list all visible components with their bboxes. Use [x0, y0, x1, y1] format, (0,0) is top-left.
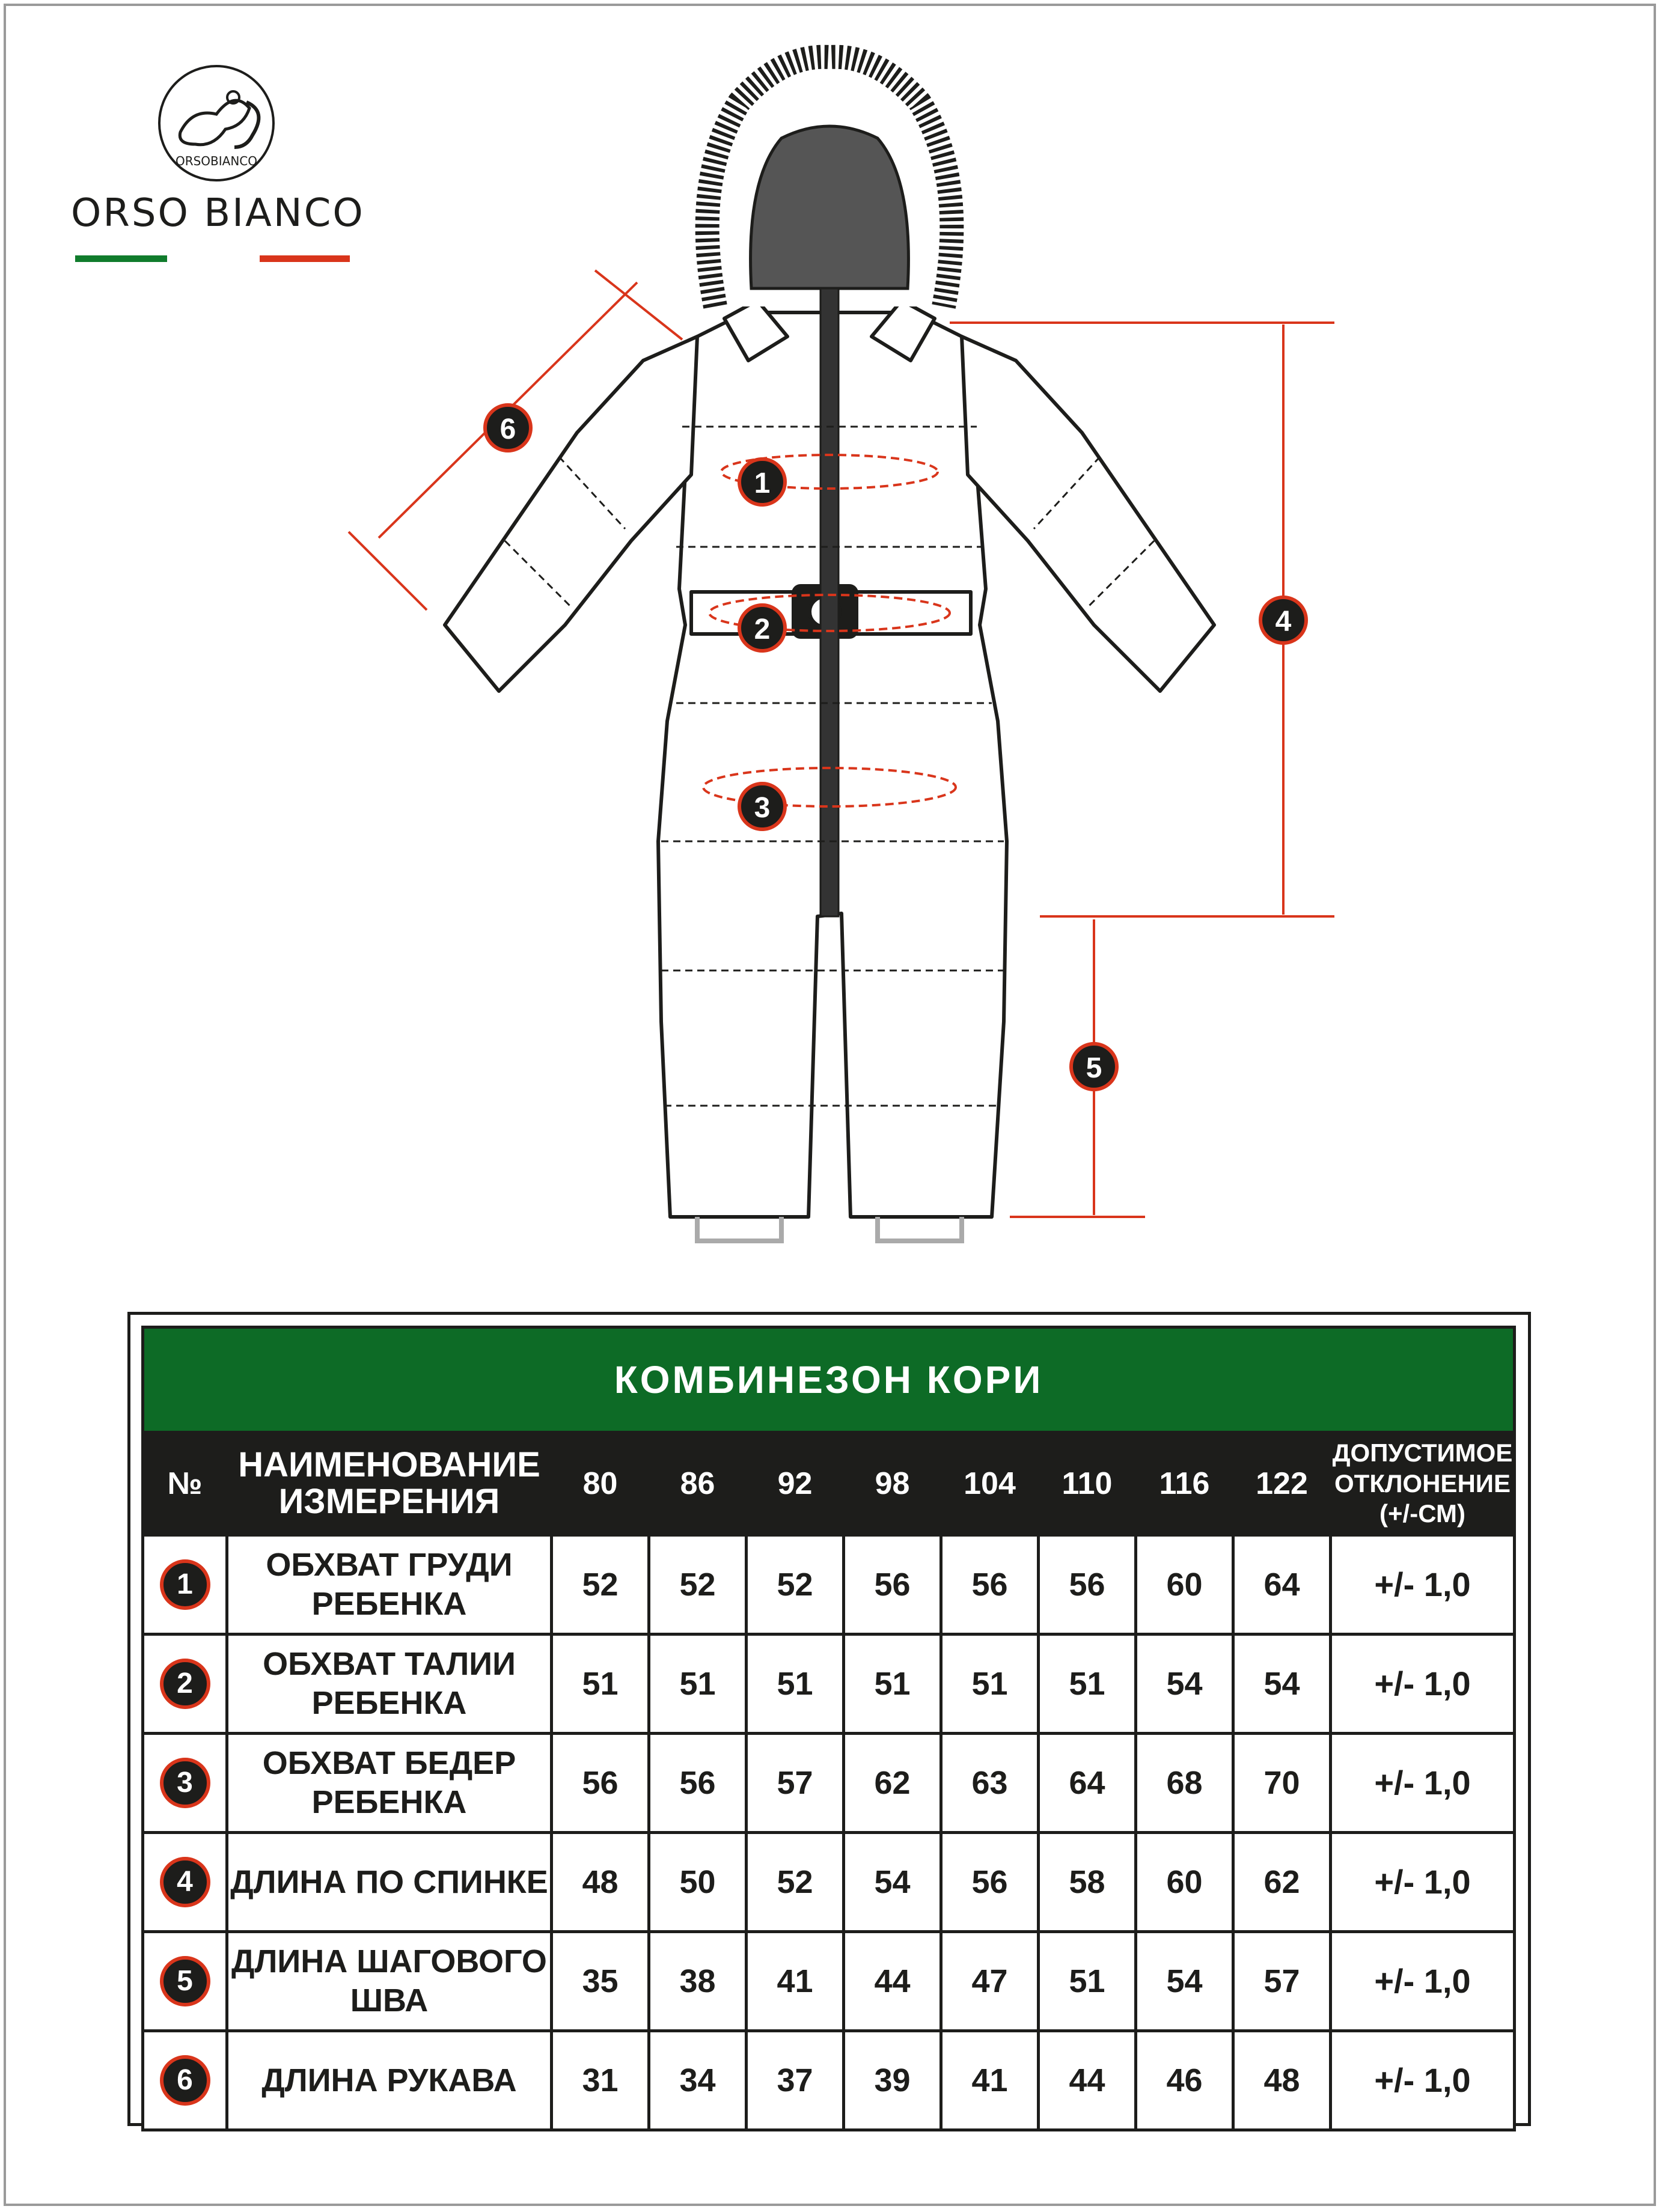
size-value: 62: [844, 1734, 941, 1833]
size-value: 38: [649, 1932, 747, 2031]
size-value: 51: [844, 1635, 941, 1734]
measurement-name: ОБХВАТ ТАЛИИ РЕБЕНКА: [227, 1635, 552, 1734]
size-value: 56: [552, 1734, 649, 1833]
header-size: 86: [649, 1433, 747, 1535]
marker-1-label: 1: [754, 468, 771, 499]
size-value: 51: [747, 1635, 844, 1734]
row-number-badge: 4: [160, 1857, 210, 1907]
tolerance-value: +/- 1,0: [1331, 1734, 1515, 1833]
size-value: 60: [1136, 1833, 1233, 1932]
size-value: 52: [552, 1535, 649, 1635]
tolerance-value: +/- 1,0: [1331, 1635, 1515, 1734]
size-value: 51: [649, 1635, 747, 1734]
size-table: [141, 1326, 1516, 2131]
header-tolerance: ДОПУСТИМОЕ ОТКЛОНЕНИЕ (+/-СМ): [1331, 1433, 1515, 1535]
size-value: 56: [844, 1535, 941, 1635]
measurement-name: ОБХВАТ ГРУДИ РЕБЕНКА: [227, 1535, 552, 1635]
tolerance-value: +/- 1,0: [1331, 2031, 1515, 2130]
header-size: 104: [941, 1433, 1039, 1535]
row-number-badge: 5: [160, 1956, 210, 2006]
tolerance-value: +/- 1,0: [1331, 1833, 1515, 1932]
size-value: 64: [1233, 1535, 1331, 1635]
size-value: 56: [1039, 1535, 1136, 1635]
marker-3: [739, 784, 785, 829]
size-value: 52: [649, 1535, 747, 1635]
size-value: 70: [1233, 1734, 1331, 1833]
row-number-badge: 2: [160, 1659, 210, 1709]
size-value: 48: [1233, 2031, 1331, 2130]
table-row: [143, 1635, 1515, 1734]
header-name: НАИМЕНОВАНИЕ ИЗМЕРЕНИЯ: [227, 1433, 552, 1535]
size-value: 51: [941, 1635, 1039, 1734]
row-number-badge: 6: [160, 2055, 210, 2106]
size-value: 35: [552, 1932, 649, 2031]
size-value: 37: [747, 2031, 844, 2130]
marker-4-label: 4: [1275, 606, 1292, 638]
right-sleeve: [962, 337, 1214, 691]
measurement-name: ОБХВАТ БЕДЕР РЕБЕНКА: [227, 1734, 552, 1833]
brand-name: ORSO BIANCO: [71, 191, 365, 236]
row-number-cell: [143, 1833, 227, 1932]
size-value: 57: [1233, 1932, 1331, 2031]
table-row: [143, 2031, 1515, 2130]
size-value: 52: [747, 1535, 844, 1635]
header-size: 122: [1233, 1433, 1331, 1535]
marker-1: [739, 459, 785, 505]
header-num: №: [143, 1433, 227, 1535]
marker-2: [739, 605, 785, 651]
size-value: 51: [552, 1635, 649, 1734]
row-number-cell: [143, 2031, 227, 2130]
measurement-name: ДЛИНА ШАГОВОГО ШВА: [227, 1932, 552, 2031]
table-row: [143, 1932, 1515, 2031]
header-size: 98: [844, 1433, 941, 1535]
header-size: 116: [1136, 1433, 1233, 1535]
size-value: 60: [1136, 1535, 1233, 1635]
row-number-cell: [143, 1734, 227, 1833]
size-value: 54: [1136, 1635, 1233, 1734]
size-value: 62: [1233, 1833, 1331, 1932]
size-value: 56: [941, 1833, 1039, 1932]
table-row: [143, 1833, 1515, 1932]
size-value: 68: [1136, 1734, 1233, 1833]
marker-2-label: 2: [754, 614, 771, 645]
header-size: 110: [1039, 1433, 1136, 1535]
size-value: 54: [844, 1833, 941, 1932]
size-value: 51: [1039, 1932, 1136, 2031]
marker-6: [485, 405, 531, 451]
table-row: [143, 1734, 1515, 1833]
size-value: 54: [1136, 1932, 1233, 2031]
size-value: 47: [941, 1932, 1039, 2031]
left-sleeve: [445, 337, 697, 691]
zipper: [820, 288, 839, 916]
size-value: 58: [1039, 1833, 1136, 1932]
header-size: 92: [747, 1433, 844, 1535]
size-value: 57: [747, 1734, 844, 1833]
tolerance-value: +/- 1,0: [1331, 1932, 1515, 2031]
marker-6-label: 6: [500, 413, 516, 445]
size-value: 56: [941, 1535, 1039, 1635]
size-value: 44: [1039, 2031, 1136, 2130]
size-value: 39: [844, 2031, 941, 2130]
marker-5-label: 5: [1086, 1052, 1102, 1084]
measurement-name: ДЛИНА РУКАВА: [227, 2031, 552, 2130]
size-value: 46: [1136, 2031, 1233, 2130]
marker-5: [1071, 1044, 1117, 1089]
size-value: 54: [1233, 1635, 1331, 1734]
size-value: 44: [844, 1932, 941, 2031]
row-number-cell: [143, 1535, 227, 1635]
header-size: 80: [552, 1433, 649, 1535]
hood-inner: [751, 126, 909, 288]
size-table-frame: [127, 1312, 1531, 2126]
size-value: 48: [552, 1833, 649, 1932]
row-number-cell: [143, 1635, 227, 1734]
size-value: 52: [747, 1833, 844, 1932]
size-value: 56: [649, 1734, 747, 1833]
size-value: 31: [552, 2031, 649, 2130]
measurement-name: ДЛИНА ПО СПИНКЕ: [227, 1833, 552, 1932]
tolerance-value: +/- 1,0: [1331, 1535, 1515, 1635]
table-row: [143, 1535, 1515, 1635]
table-header-row: [143, 1433, 1515, 1535]
size-value: 64: [1039, 1734, 1136, 1833]
size-value: 63: [941, 1734, 1039, 1833]
size-value: 41: [941, 2031, 1039, 2130]
row-number-badge: 1: [160, 1559, 210, 1610]
size-value: 34: [649, 2031, 747, 2130]
size-value: 51: [1039, 1635, 1136, 1734]
row-number-badge: 3: [160, 1758, 210, 1808]
table-title: КОМБИНЕЗОН КОРИ: [143, 1327, 1515, 1433]
logo-circle-text: ORSOBIANCO: [175, 154, 258, 168]
marker-3-label: 3: [754, 792, 771, 824]
marker-4: [1260, 597, 1306, 643]
size-value: 41: [747, 1932, 844, 2031]
size-value: 50: [649, 1833, 747, 1932]
row-number-cell: [143, 1932, 227, 2031]
